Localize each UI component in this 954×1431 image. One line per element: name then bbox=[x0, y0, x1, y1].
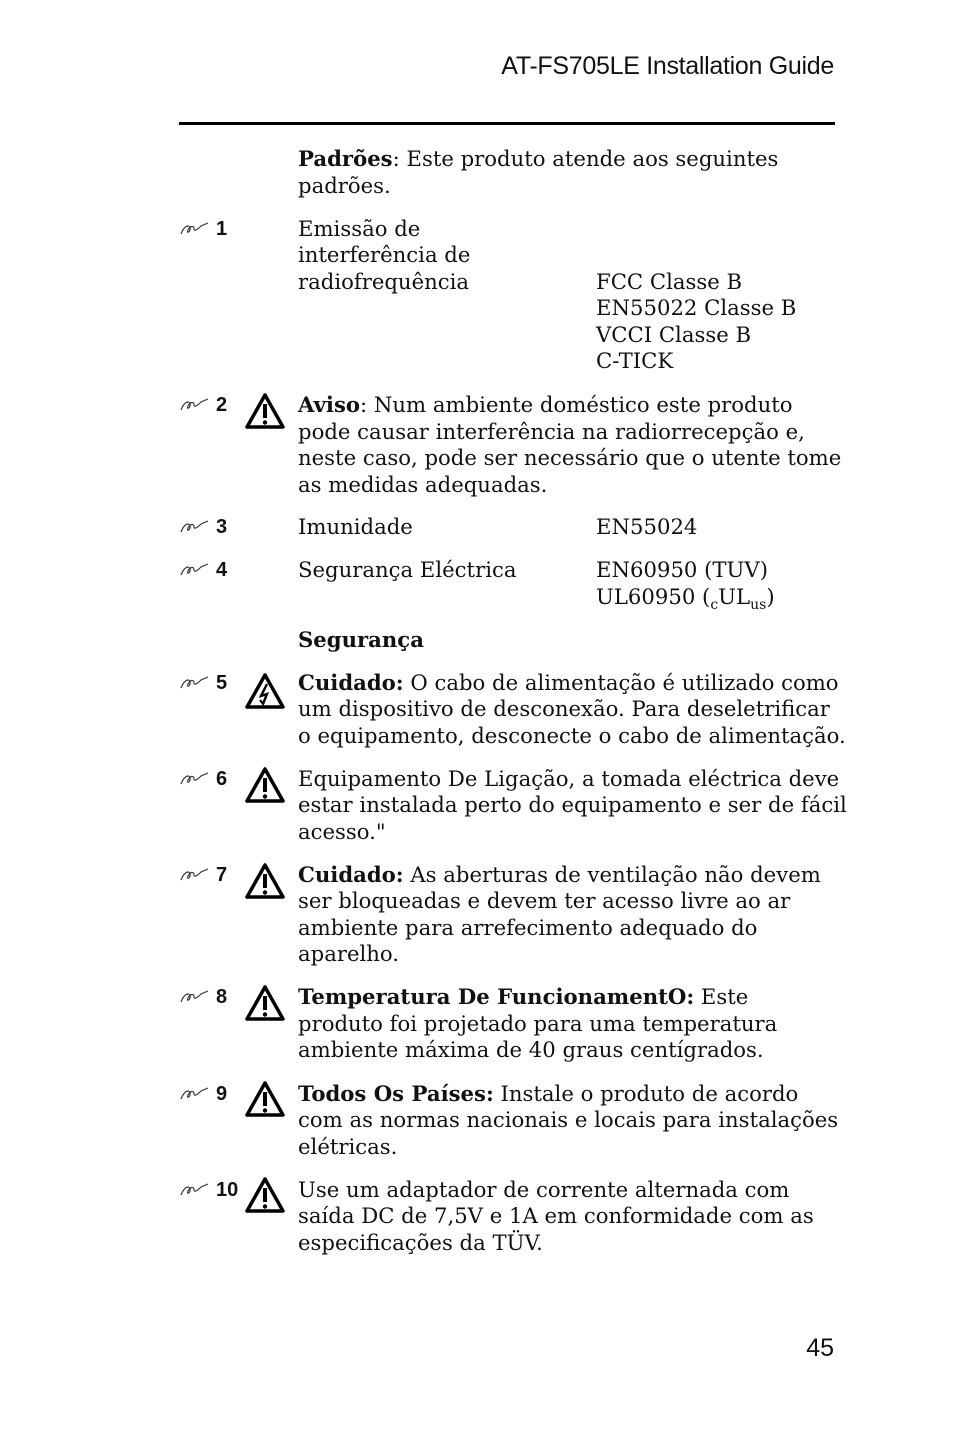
item-9-line-1 bbox=[298, 1081, 798, 1108]
item-marker-3 bbox=[180, 514, 227, 541]
intro-line-2: padrões. bbox=[298, 173, 391, 198]
item-number: 3 bbox=[216, 516, 228, 538]
item-5-bold: Cuidado: bbox=[298, 670, 404, 695]
ul-prefix: UL60950 ( bbox=[596, 584, 711, 609]
item-7-line-1 bbox=[298, 862, 821, 889]
intro-text: : Este produto atende aos seguintes bbox=[392, 146, 779, 171]
item-1-value-1: FCC Classe B bbox=[596, 269, 743, 294]
pencil-icon bbox=[180, 1087, 210, 1101]
item-8-line-1 bbox=[298, 984, 748, 1011]
item-1-value-3: VCCI Classe B bbox=[596, 322, 752, 347]
intro-bold: Padrões bbox=[298, 146, 393, 171]
item-number: 9 bbox=[216, 1083, 228, 1105]
item-2-line-3: neste caso, pode ser necessário que o utente tome bbox=[298, 445, 842, 470]
item-2-line-1 bbox=[298, 392, 793, 419]
item-8-text: Este bbox=[694, 984, 749, 1009]
item-number: 1 bbox=[216, 218, 228, 240]
pencil-icon bbox=[180, 563, 210, 577]
item-7-line-4: aparelho. bbox=[298, 941, 400, 966]
item-number: 4 bbox=[216, 559, 228, 581]
item-1-label-2: interferência de bbox=[298, 242, 471, 267]
item-8-line-2: produto foi projetado para uma temperatura bbox=[298, 1011, 778, 1036]
item-2-line-4: as medidas adequadas. bbox=[298, 472, 548, 497]
item-5-text: O cabo de alimentação é utilizado como bbox=[403, 670, 839, 695]
item-9-line-2: com as normas nacionais e locais para instalações bbox=[298, 1107, 839, 1132]
warning-icon bbox=[244, 392, 286, 430]
warning-icon bbox=[244, 984, 286, 1022]
item-1-label-1: Emissão de bbox=[298, 216, 421, 241]
item-5-line-2: um dispositivo de desconexão. Para deseletrificar bbox=[298, 696, 830, 721]
item-9-text: Instale o produto de acordo bbox=[493, 1081, 799, 1106]
page-number: 45 bbox=[806, 1334, 834, 1362]
pencil-icon bbox=[180, 1183, 210, 1197]
item-number: 2 bbox=[216, 394, 228, 416]
item-6-line-2: estar instalada perto do equipamento e ser de fácil bbox=[298, 792, 847, 817]
item-4-label: Segurança Eléctrica bbox=[298, 557, 517, 582]
item-7-text: As aberturas de ventilação não devem bbox=[403, 862, 821, 887]
item-marker-2 bbox=[180, 392, 227, 419]
page-header-title: AT-FS705LE Installation Guide bbox=[501, 52, 834, 80]
item-number: 6 bbox=[216, 768, 228, 790]
pencil-icon bbox=[180, 772, 210, 786]
pencil-icon bbox=[180, 222, 210, 236]
item-10-line-3: especificações da TÜV. bbox=[298, 1230, 543, 1255]
item-2-text: : Num ambiente doméstico este produto bbox=[360, 392, 793, 417]
item-marker-8 bbox=[180, 984, 227, 1011]
item-marker-7 bbox=[180, 862, 227, 889]
item-8-line-3: ambiente máxima de 40 graus centígrados. bbox=[298, 1037, 764, 1062]
item-2-line-2: pode causar interferência na radiorrecepção e, bbox=[298, 419, 805, 444]
item-1-label-3: radiofrequência bbox=[298, 269, 470, 294]
item-10-line-2: saída DC de 7,5V e 1A em conformidade com as bbox=[298, 1203, 814, 1228]
item-marker-9 bbox=[180, 1081, 227, 1108]
warning-icon bbox=[244, 862, 286, 900]
warning-icon bbox=[244, 1080, 286, 1118]
item-3-value: EN55024 bbox=[596, 514, 698, 539]
item-8-bold: Temperatura De FuncionamentO: bbox=[298, 984, 695, 1009]
pencil-icon bbox=[180, 990, 210, 1004]
pencil-icon bbox=[180, 398, 210, 412]
intro-paragraph bbox=[298, 146, 778, 173]
item-7-line-3: ambiente para arrefecimento adequado do bbox=[298, 915, 758, 940]
ul-us-sub: us bbox=[750, 597, 767, 613]
item-3-label: Imunidade bbox=[298, 514, 413, 539]
item-1-value-2: EN55022 Classe B bbox=[596, 295, 797, 320]
item-marker-6 bbox=[180, 766, 227, 793]
electric-hazard-icon bbox=[244, 672, 286, 710]
item-5-line-3: o equipamento, desconecte o cabo de alimentação. bbox=[298, 723, 846, 748]
item-4-value-1: EN60950 (TUV) bbox=[596, 557, 768, 582]
item-9-bold: Todos Os Países: bbox=[298, 1081, 494, 1106]
item-1-value-4: C-TICK bbox=[596, 348, 674, 373]
item-number: 8 bbox=[216, 986, 228, 1008]
ul-suffix: ) bbox=[766, 584, 775, 609]
item-marker-4 bbox=[180, 557, 227, 584]
pencil-icon bbox=[180, 868, 210, 882]
item-marker-10 bbox=[180, 1177, 238, 1204]
item-7-bold: Cuidado: bbox=[298, 862, 404, 887]
header-rule bbox=[179, 122, 835, 125]
item-2-bold: Aviso bbox=[298, 392, 360, 417]
item-number: 7 bbox=[216, 864, 228, 886]
item-10-line-1: Use um adaptador de corrente alternada com bbox=[298, 1177, 790, 1202]
safety-heading: Segurança bbox=[298, 627, 424, 652]
ul-c-sub: c bbox=[710, 597, 719, 613]
warning-icon bbox=[244, 1176, 286, 1214]
pencil-icon bbox=[180, 520, 210, 534]
warning-icon bbox=[244, 766, 286, 804]
item-marker-5 bbox=[180, 670, 227, 697]
item-4-value-2 bbox=[596, 584, 775, 611]
item-5-line-1 bbox=[298, 670, 839, 697]
item-9-line-3: elétricas. bbox=[298, 1134, 398, 1159]
item-number: 5 bbox=[216, 672, 228, 694]
ul-mark: UL bbox=[718, 584, 751, 609]
item-number: 10 bbox=[216, 1179, 239, 1201]
item-6-line-1: Equipamento De Ligação, a tomada eléctrica deve bbox=[298, 766, 840, 791]
item-7-line-2: ser bloqueadas e devem ter acesso livre ao ar bbox=[298, 888, 791, 913]
item-marker-1 bbox=[180, 216, 227, 243]
pencil-icon bbox=[180, 676, 210, 690]
item-6-line-3: acesso." bbox=[298, 819, 386, 844]
